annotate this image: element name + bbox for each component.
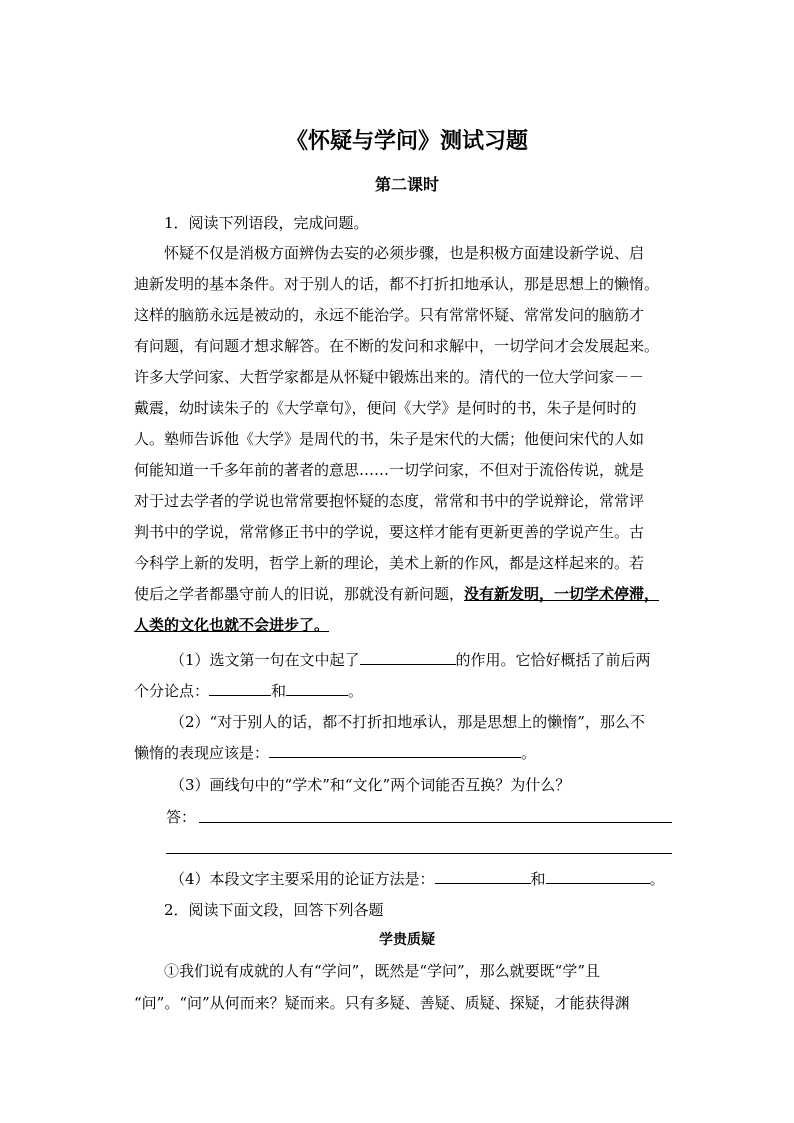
passage-heading: 学贵质疑 xyxy=(379,932,435,948)
question-1-instruction: 1．阅读下列语段，完成问题。 xyxy=(164,214,369,232)
passage-line: 对于过去学者的学说也常常要抱怀疑的态度，常常和书中的学说辩论，常常评 xyxy=(134,492,645,510)
underlined-sentence: 没有新发明，一切学术停滞， xyxy=(464,585,660,603)
answer-blank[interactable] xyxy=(286,679,348,696)
sub-question-1: （1）选文第一句在文中起了 的作用。它恰好概括了前后两 xyxy=(170,648,651,672)
passage-line xyxy=(134,613,329,637)
passage-line xyxy=(134,582,659,606)
question-2-instruction: 2．阅读下面文段，回答下列各题 xyxy=(164,901,384,919)
sub-question-4: （4）本段文字主要采用的论证方法是： 和 。 xyxy=(170,867,665,891)
page-title: 《怀疑与学问》测试习题 xyxy=(285,129,528,154)
passage-line: 这样的脑筋永远是被动的，永远不能治学。只有常常怀疑、常常发问的脑筋才 xyxy=(134,306,645,324)
passage-line: 戴震，幼时读朱子的《大学章句》，便问《大学》是何时的书，朱子是何时的 xyxy=(134,399,637,417)
passage-line: “问”。“问”从何而来？疑而来。只有多疑、善疑、质疑、探疑，才能获得渊 xyxy=(134,994,630,1012)
answer-blank[interactable] xyxy=(435,867,531,884)
passage-line: ①我们说有成就的人有“学问”，既然是“学问”，那么就要既“学”且 xyxy=(164,962,601,980)
page-subtitle: 第二课时 xyxy=(374,175,439,194)
sub-question-3: （3）画线句中的“学术”和“文化”两个词能否互换？为什么？ xyxy=(170,776,571,794)
answer-label: 答： xyxy=(166,808,197,826)
answer-line[interactable] xyxy=(166,853,672,854)
answer-line[interactable] xyxy=(199,822,672,823)
passage-line: 判书中的学说，常常修正书中的学说，要这样才能有更新更善的学说产生。古 xyxy=(134,523,645,541)
sub-question-1-cont: 个分论点： 和 。 xyxy=(134,679,363,703)
answer-blank[interactable] xyxy=(269,741,521,758)
passage-line: 今科学上新的发明，哲学上新的理论，美术上新的作风，都是这样起来的。若 xyxy=(134,554,645,572)
underlined-sentence: 人类的文化也就不会进步了。 xyxy=(134,616,330,634)
answer-blank[interactable] xyxy=(360,648,456,665)
passage-line: 迪新发明的基本条件。对于别人的话，都不打折扣地承认，那是思想上的懒惰。 xyxy=(134,275,660,293)
passage-line: 人。塾师告诉他《大学》是周代的书，朱子是宋代的大儒；他便问宋代的人如 xyxy=(134,430,645,448)
passage-text: 使后之学者都墨守前人的旧说，那就没有新问题， xyxy=(134,585,465,603)
answer-blank[interactable] xyxy=(209,679,271,696)
passage-line: 有问题，有问题才想求解答。在不断的发问和求解中，一切学问才会发展起来。 xyxy=(134,337,660,355)
sub-question-2-cont: 懒惰的表现应该是： 。 xyxy=(134,741,536,765)
passage-line: 怀疑不仅是消极方面辨伪去妄的必须步骤，也是积极方面建设新学说、启 xyxy=(164,244,645,262)
answer-blank[interactable] xyxy=(546,867,650,884)
sub-question-2: （2）“对于别人的话，都不打折扣地承认，那是思想上的懒惰”，那么不 xyxy=(170,713,645,731)
passage-line: 许多大学问家、大哲学家都是从怀疑中锻炼出来的。清代的一位大学问家－－ xyxy=(134,368,645,386)
passage-line: 何能知道一千多年前的著者的意思……一切学问家，不但对于流俗传说，就是 xyxy=(134,461,645,479)
